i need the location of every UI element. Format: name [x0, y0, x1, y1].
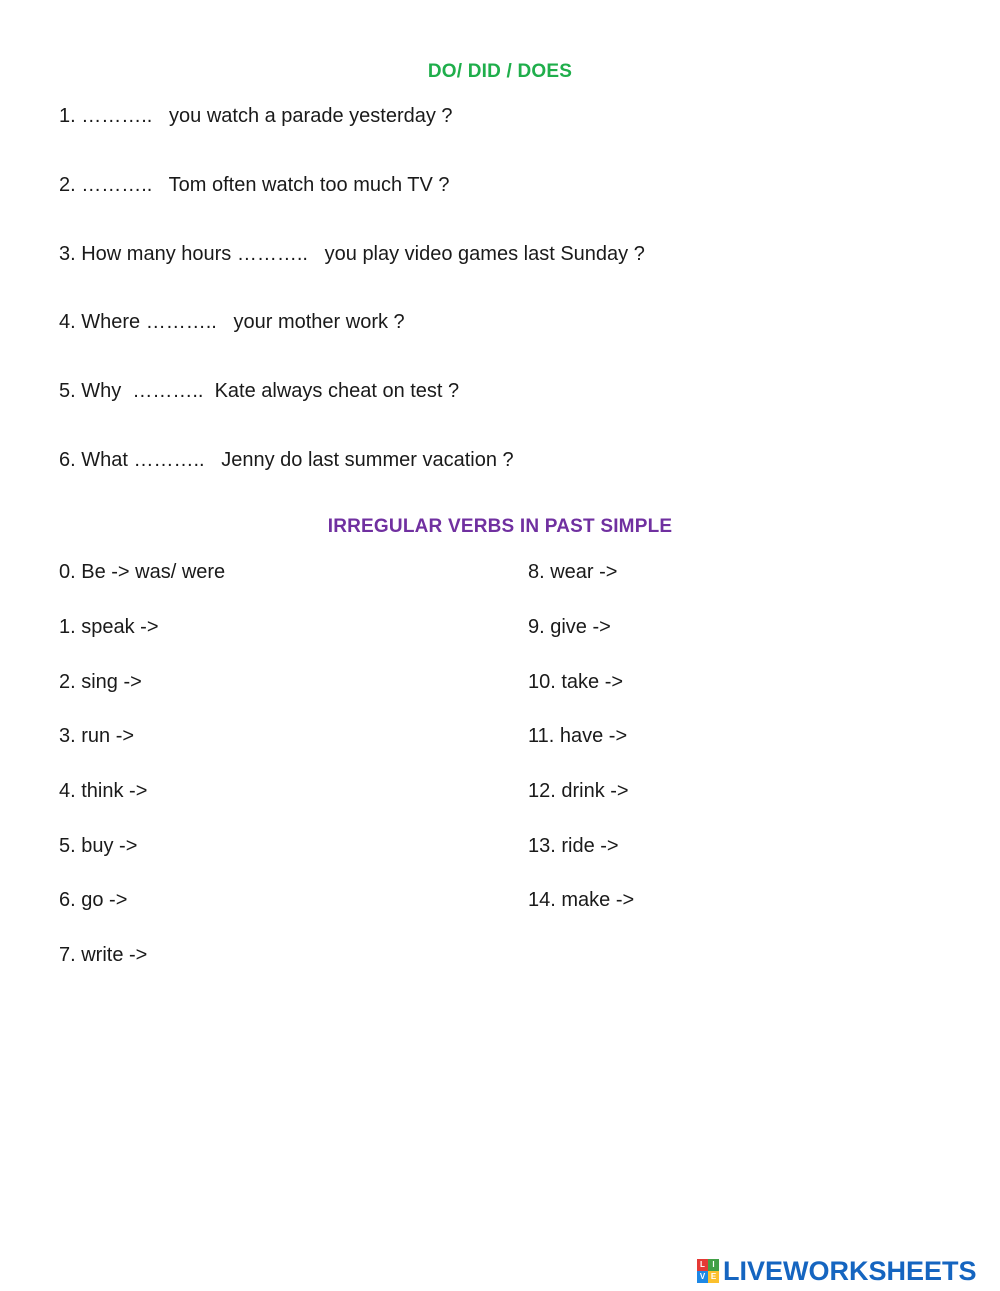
question-1: 1. ……….. you watch a parade yesterday ? — [59, 105, 453, 127]
verb-item: 4. think -> — [59, 780, 148, 802]
question-6: 6. What ……….. Jenny do last summer vacation ? — [59, 449, 514, 471]
verb-item: 11. have -> — [528, 725, 628, 747]
verb-item: 1. speak -> — [59, 616, 159, 638]
verb-item: 10. take -> — [528, 671, 624, 693]
logo-letter: I — [708, 1259, 719, 1271]
verb-item: 7. write -> — [59, 944, 148, 966]
verb-item: 9. give -> — [528, 616, 611, 638]
verb-item: 3. run -> — [59, 725, 135, 747]
logo-letter: L — [697, 1259, 708, 1271]
verb-item: 0. Be -> was/ were — [59, 561, 226, 583]
liveworksheets-logo — [697, 1256, 977, 1286]
liveworksheets-logo-icon — [697, 1259, 719, 1283]
question-5: 5. Why ……….. Kate always cheat on test ? — [59, 380, 460, 402]
verb-item: 8. wear -> — [528, 561, 618, 583]
question-4: 4. Where ……….. your mother work ? — [59, 311, 405, 333]
section-title-do-did-does: DO/ DID / DOES — [427, 61, 573, 82]
section-title-irregular-verbs: IRREGULAR VERBS IN PAST SIMPLE — [327, 516, 673, 537]
question-3: 3. How many hours ……….. you play video games last Sunday ? — [59, 243, 645, 265]
logo-letter: E — [708, 1271, 719, 1283]
verb-item: 6. go -> — [59, 889, 128, 911]
verb-item: 13. ride -> — [528, 835, 619, 857]
liveworksheets-logo-text: LIVEWORKSHEETS — [723, 1255, 977, 1286]
verb-item: 2. sing -> — [59, 671, 142, 693]
verb-item: 12. drink -> — [528, 780, 629, 802]
question-2: 2. ……….. Tom often watch too much TV ? — [59, 174, 450, 196]
logo-letter: V — [697, 1271, 708, 1283]
verb-item: 14. make -> — [528, 889, 635, 911]
verb-item: 5. buy -> — [59, 835, 138, 857]
